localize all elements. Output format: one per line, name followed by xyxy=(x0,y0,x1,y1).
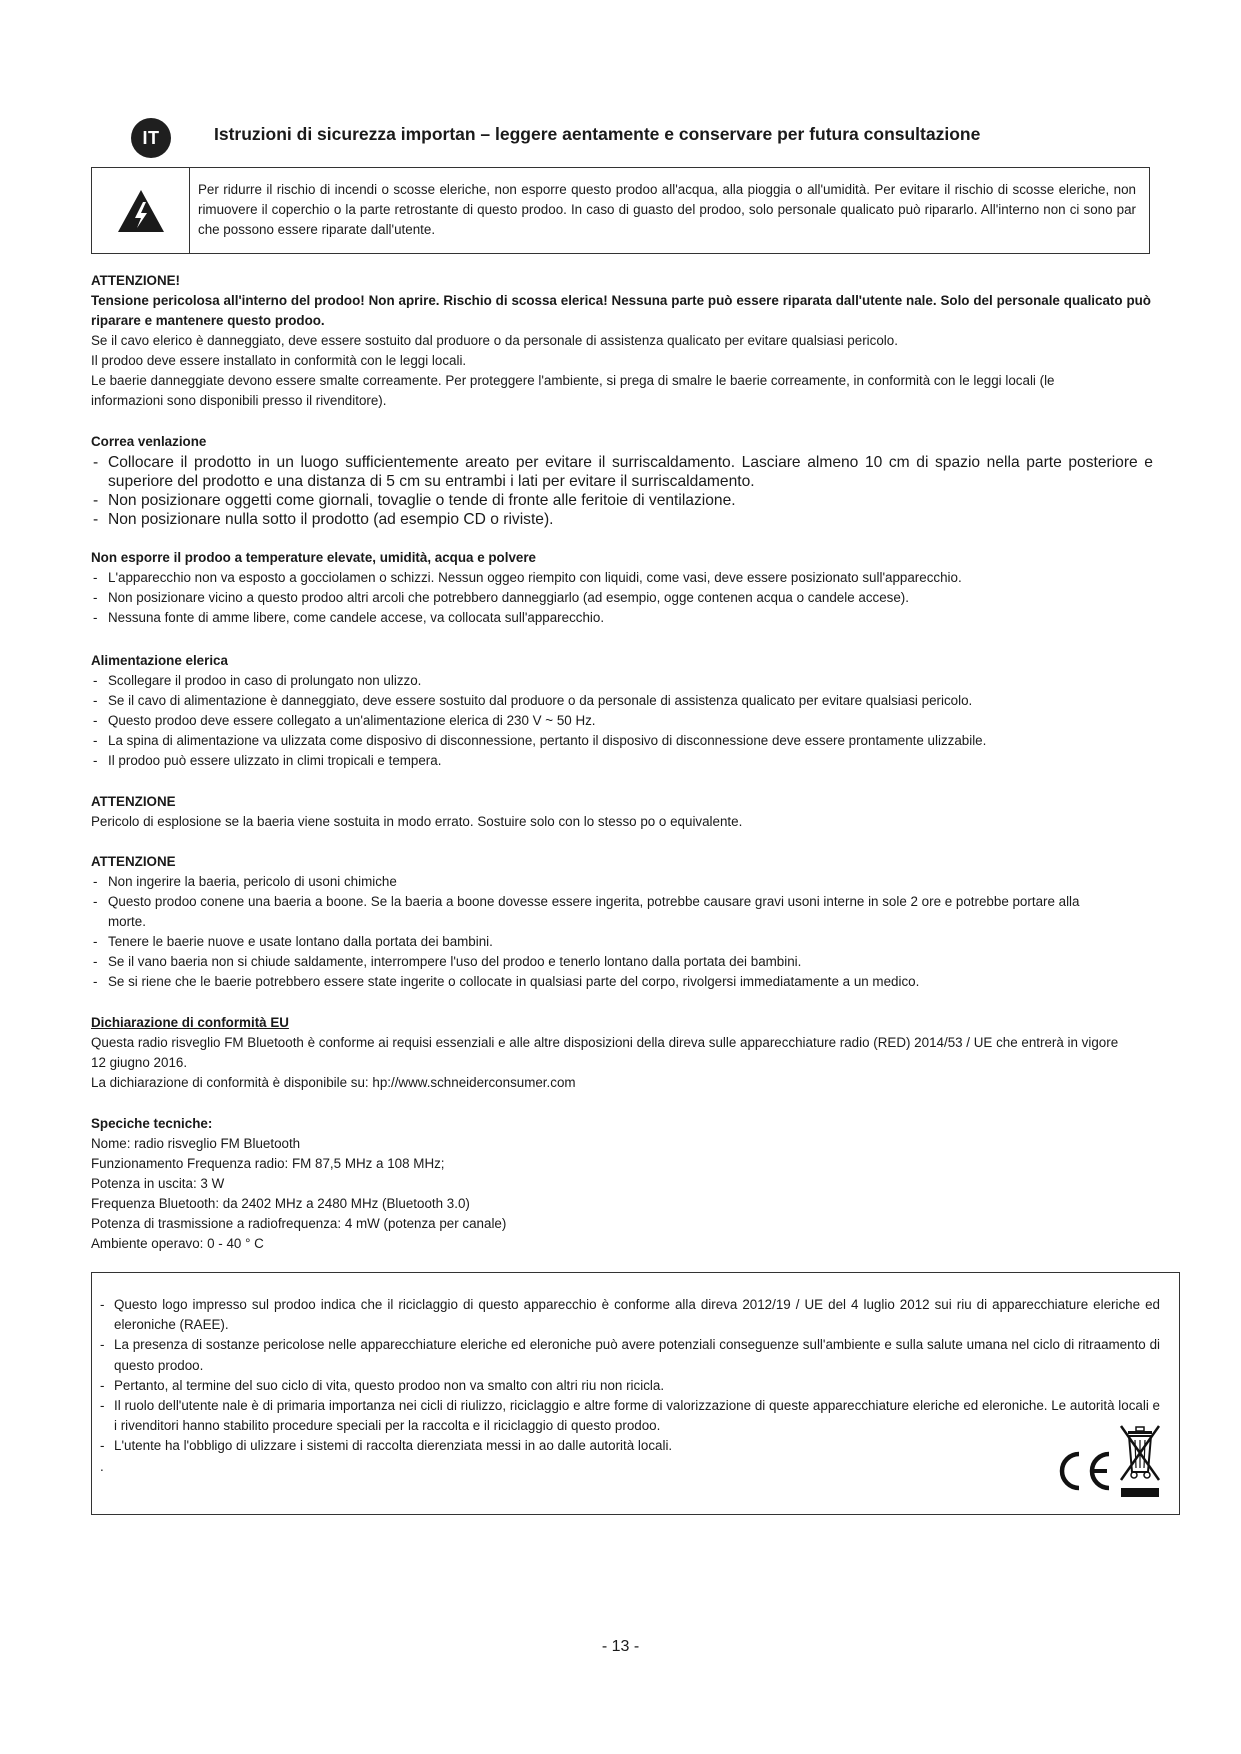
attenzione-section-2 xyxy=(91,792,1151,832)
list-item: - Non posizionare nulla sotto il prodotto (ad esempio CD o riviste). xyxy=(91,510,1153,529)
trailing-dot: . xyxy=(100,1458,104,1474)
electric-shock-warning-icon xyxy=(116,188,166,234)
list-item: - Pertanto, al termine del suo ciclo di vita, questo prodoo non va smalto con altri riu non ricicla. xyxy=(100,1376,1160,1396)
ventilazione-heading: Correa venlazione xyxy=(91,434,207,449)
list-item: - Collocare il prodotto in un luogo sufficientemente areato per evitare il surriscaldamento. Lasciare almeno 10 cm di spazio nella parte posteriore e superiore del prodotto e una distanza di 5 cm su entrambi i lati per evitare il surriscaldamento. xyxy=(91,453,1153,491)
alimentazione-list xyxy=(91,671,1151,771)
temperature-list xyxy=(91,568,1151,628)
warning-box xyxy=(91,167,1150,254)
recycling-text xyxy=(100,1295,1160,1477)
list-item: - Questo logo impresso sul prodoo indica che il riciclaggio di questo apparecchio è conforme alla direva 2012/19 / UE del 4 luglio 2012 sui riu di apparecchiature eleriche ed eleroniche (RAEE). xyxy=(100,1295,1160,1335)
attenzione-line: Se il cavo elerico è danneggiato, deve essere sostuito dal produore o da personale di assistenza qualicato per evitare qualsiasi pericolo. xyxy=(91,333,898,348)
attenzione-heading: ATTENZIONE xyxy=(91,794,176,809)
conformita-section xyxy=(91,1013,1121,1093)
list-item: - Se il vano baeria non si chiude saldamente, interrompere l'uso del prodoo e tenerlo lontano dalla portata dei bambini. xyxy=(91,952,1091,972)
list-item: - Non posizionare oggetti come giornali, tovaglie o tende di fronte alle feritoie di ventilazione. xyxy=(91,491,1153,510)
ventilazione-section xyxy=(91,432,1151,452)
list-item: - Non posizionare vicino a questo prodoo altri arcoli che potrebbero danneggiarlo (ad esempio, ogge contenen acqua o candele accese). xyxy=(91,588,1151,608)
list-item: - Tenere le baerie nuove e usate lontano dalla portata dei bambini. xyxy=(91,932,1091,952)
battery-warning-list xyxy=(91,872,1091,992)
attenzione-section-3 xyxy=(91,852,1151,992)
attenzione-text: Pericolo di esplosione se la baeria viene sostuita in modo errato. Sostuire solo con lo stesso po o equivalente. xyxy=(91,814,743,829)
conformita-url-line: La dichiarazione di conformità è disponibile su: hp://www.schneiderconsumer.com xyxy=(91,1075,576,1090)
alimentazione-section xyxy=(91,651,1151,771)
list-item: - Nessuna fonte di amme libere, come candele accese, va collocata sull'apparecchio. xyxy=(91,608,1151,628)
attenzione-heading: ATTENZIONE xyxy=(91,854,176,869)
list-item: - L'utente ha l'obbligo di ulizzare i sistemi di raccolta dierenziata messi in ao dalle autorità locali. xyxy=(100,1436,1160,1456)
list-item: - Il ruolo dell'utente nale è di primaria importanza nei cicli di riulizzo, riciclaggio e altre forme di valorizzazione di queste apparecchiature eleriche ed eleroniche. Le autorità locali e i rivenditori hanno stabilito procedure speciali per la raccolta e il riciclaggio di questo prodoo. xyxy=(100,1396,1160,1436)
list-item: - La presenza di sostanze pericolose nelle apparecchiature eleriche ed eleroniche può avere potenziali conseguenze sull'ambiente e sulla salute umana nel ciclo di ritraamento di questo prodoo. xyxy=(100,1335,1160,1375)
spec-line: Nome: radio risveglio FM Bluetooth xyxy=(91,1136,301,1151)
alimentazione-heading: Alimentazione elerica xyxy=(91,653,228,668)
attenzione-line: Le baerie danneggiate devono essere smalte correamente. Per proteggere l'ambiente, si prega di smalre le baerie correamente, in conformità con le leggi locali (le informazioni sono disponibili presso il rivenditore). xyxy=(91,373,1055,408)
ce-mark-icon xyxy=(1055,1450,1115,1492)
conformita-text: Questa radio risveglio FM Bluetooth è conforme ai requisi essenziali e alle altre disposizioni della direva sulle apparecchiature radio (RED) 2014/53 / UE che entrerà in vigore 12 giugno 2016. xyxy=(91,1035,1119,1070)
specifiche-section xyxy=(91,1114,1151,1254)
list-item: - Scollegare il prodoo in caso di prolungato non ulizzo. xyxy=(91,671,1151,691)
spec-line: Ambiente operavo: 0 - 40 ° C xyxy=(91,1236,264,1251)
temperature-section xyxy=(91,548,1151,628)
list-item: - La spina di alimentazione va ulizzata come disposivo di disconnessione, pertanto il disposivo di disconnessione deve essere prontamente ulizzabile. xyxy=(91,731,1151,751)
list-item: - Il prodoo può essere ulizzato in climi tropicali e tempera. xyxy=(91,751,1151,771)
spec-line: Frequenza Bluetooth: da 2402 MHz a 2480 MHz (Bluetooth 3.0) xyxy=(91,1196,470,1211)
attenzione-line: Il prodoo deve essere installato in conformità con le leggi locali. xyxy=(91,353,467,368)
page-number: - 13 - xyxy=(601,1638,640,1655)
language-badge: IT xyxy=(131,118,171,158)
list-item: - Se si riene che le baerie potrebbero essere state ingerite o collocate in qualsiasi parte del corpo, rivolgersi immediatamente a un medico. xyxy=(91,972,1091,992)
ventilazione-list xyxy=(91,453,1153,529)
temperature-heading: Non esporre il prodoo a temperature elevate, umidità, acqua e polvere xyxy=(91,550,536,565)
conformita-heading: Dichiarazione di conformità EU xyxy=(91,1015,289,1030)
ventilazione-list-wrap xyxy=(91,453,1153,529)
list-item: - Questo prodoo deve essere collegato a un'alimentazione elerica di 230 V ~ 50 Hz. xyxy=(91,711,1151,731)
list-item: - Se il cavo di alimentazione è danneggiato, deve essere sostuito dal produore o da personale di assistenza qualicato per evitare qualsiasi pericolo. xyxy=(91,691,1151,711)
page-title: Istruzioni di sicurezza importan – leggere aentamente e conservare per futura consultazione xyxy=(214,124,981,144)
crossed-out-bin-icon xyxy=(1117,1422,1163,1498)
list-item: - Non ingerire la baeria, pericolo di usoni chimiche xyxy=(91,872,1091,892)
warning-text: Per ridurre il rischio di incendi o scosse eleriche, non esporre questo prodoo all'acqua, alla pioggia o all'umidità. Per evitare il rischio di scosse eleriche, non rimuovere il coperchio o la parte retrostante di questo prodoo. In caso di guasto del prodoo, solo personale qualicato può ripararlo. All'interno non ci sono par che possono essere riparate dall'utente. xyxy=(198,182,1136,237)
attenzione-heading: ATTENZIONE! xyxy=(91,273,181,288)
spec-line: Funzionamento Frequenza radio: FM 87,5 MHz a 108 MHz; xyxy=(91,1156,445,1171)
specifiche-heading: Speciche tecniche: xyxy=(91,1116,213,1131)
recycling-box xyxy=(91,1272,1180,1515)
warning-icon-cell xyxy=(92,168,190,253)
spec-line: Potenza in uscita: 3 W xyxy=(91,1176,225,1191)
list-item: - L'apparecchio non va esposto a gocciolamen o schizzi. Nessun oggeo riempito con liquidi, come vasi, deve essere posizionato sull'apparecchio. xyxy=(91,568,1151,588)
spec-line: Potenza di trasmissione a radiofrequenza: 4 mW (potenza per canale) xyxy=(91,1216,507,1231)
recycling-list xyxy=(100,1295,1160,1457)
attenzione-section-1 xyxy=(91,271,1151,411)
list-item: - Questo prodoo conene una baeria a boone. Se la baeria a boone dovesse essere ingerita, potrebbe causare gravi usoni interne in sole 2 ore e potrebbe portare alla morte. xyxy=(91,892,1091,932)
attenzione-bold-text: Tensione pericolosa all'interno del prodoo! Non aprire. Rischio di scossa elerica! Nessuna parte può essere riparata dall'utente nale. Solo del personale qualicato può riparare e mantenere questo prodoo. xyxy=(91,293,1151,328)
